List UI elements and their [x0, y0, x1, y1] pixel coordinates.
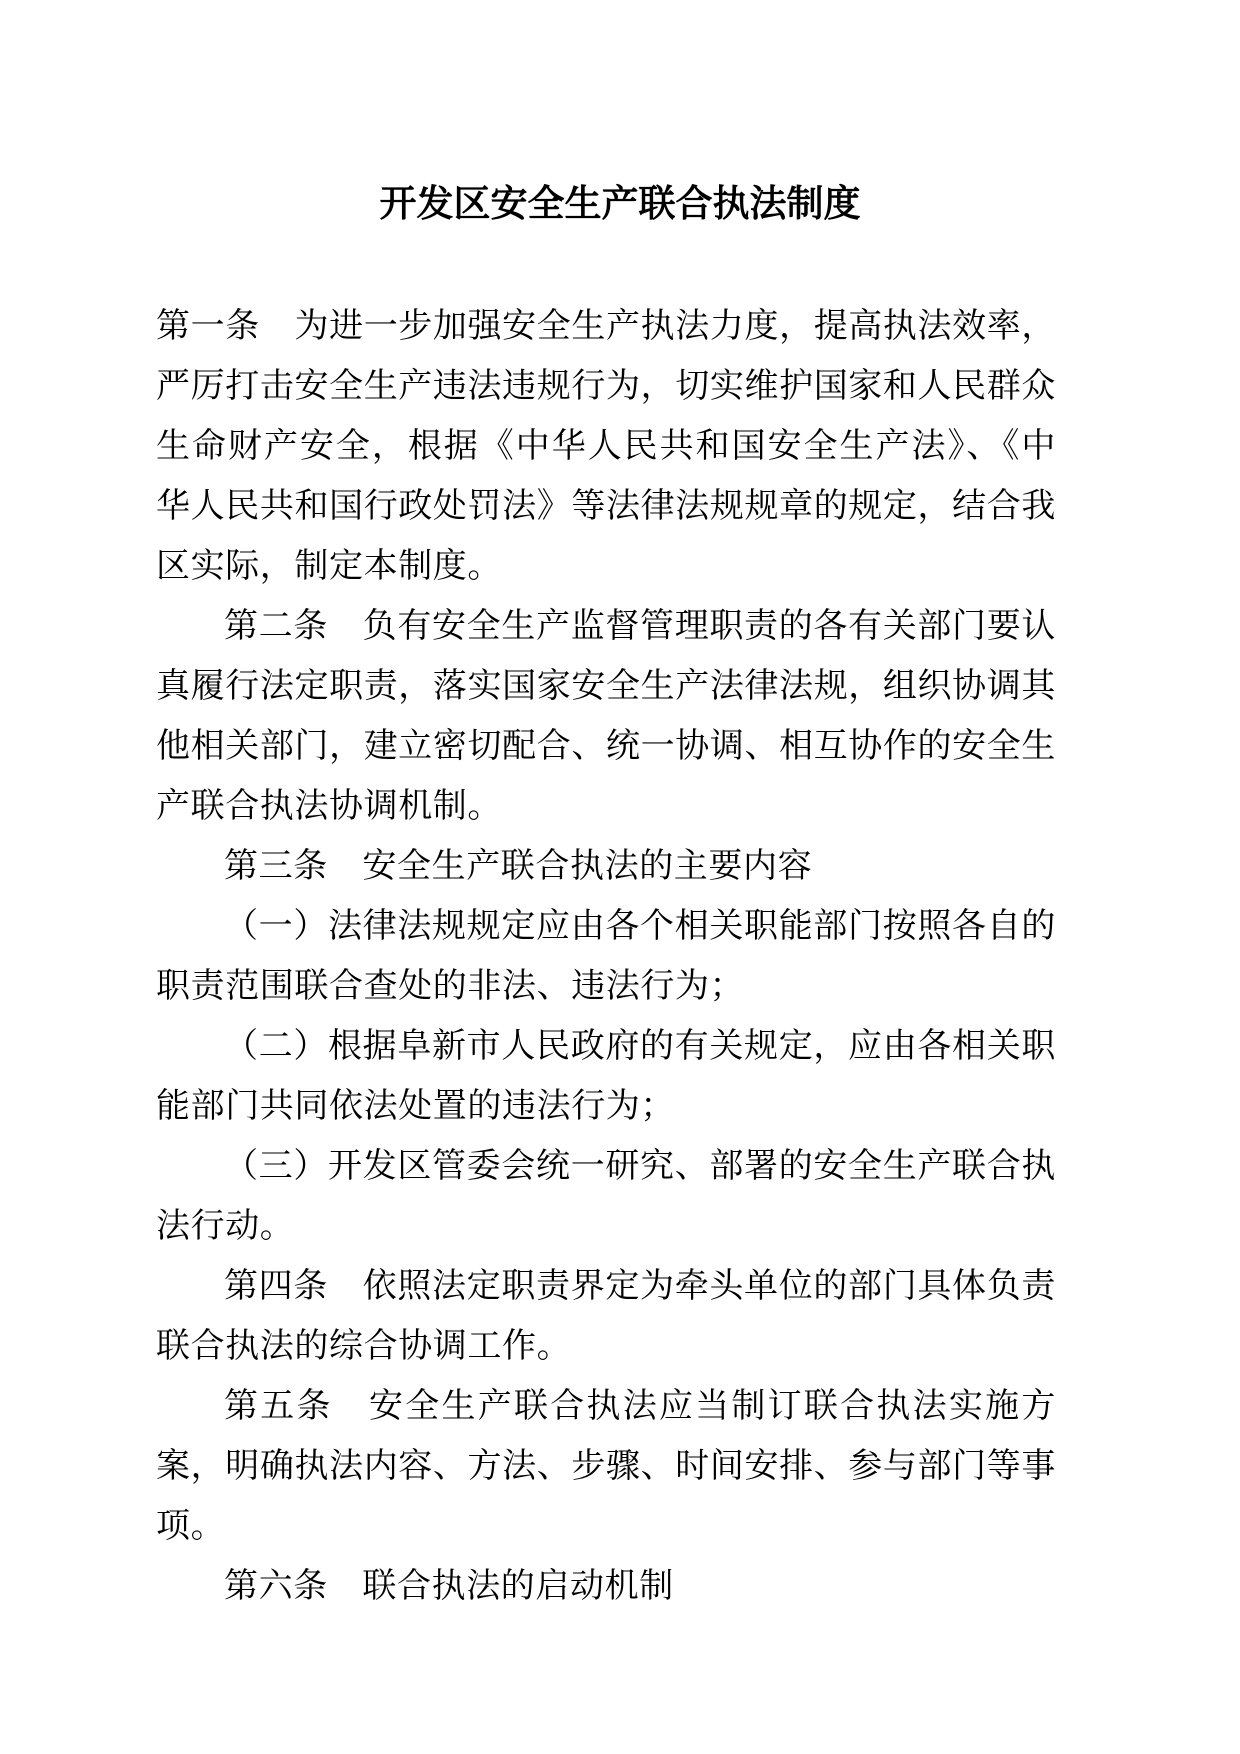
article-4: 第四条 依照法定职责界定为牵头单位的部门具体负责联合执法的综合协调工作。: [156, 1266, 1056, 1366]
article-3-item-2: （二）根据阜新市人民政府的有关规定，应由各相关职能部门共同依法处置的违法行为；: [156, 1026, 1056, 1126]
article-1: 第一条 为进一步加强安全生产执法力度，提高执法效率，严厉打击安全生产违法违规行为，切实维护国家和人民群众生命财产安全，根据《中华人民共和国安全生产法》、《中华人民共和国行政处罚法》等法律法规规章的规定，结合我区实际，制定本制度。: [156, 306, 1056, 586]
document-title: 开发区安全生产联合执法制度: [379, 182, 861, 225]
document-body: [156, 296, 1056, 1616]
article-5: 第五条 安全生产联合执法应当制订联合执法实施方案，明确执法内容、方法、步骤、时间安排、参与部门等事项。: [156, 1386, 1056, 1546]
article-3-item-1: （一）法律法规规定应由各个相关职能部门按照各自的职责范围联合查处的非法、违法行为；: [156, 906, 1056, 1006]
article-3-heading: 第三条 安全生产联合执法的主要内容: [224, 846, 813, 886]
article-2: 第二条 负有安全生产监督管理职责的各有关部门要认真履行法定职责，落实国家安全生产法律法规，组织协调其他相关部门，建立密切配合、统一协调、相互协作的安全生产联合执法协调机制。: [156, 606, 1056, 826]
article-6-heading: 第六条 联合执法的启动机制: [224, 1566, 674, 1606]
article-3-item-3: （三）开发区管委会统一研究、部署的安全生产联合执法行动。: [156, 1146, 1056, 1246]
